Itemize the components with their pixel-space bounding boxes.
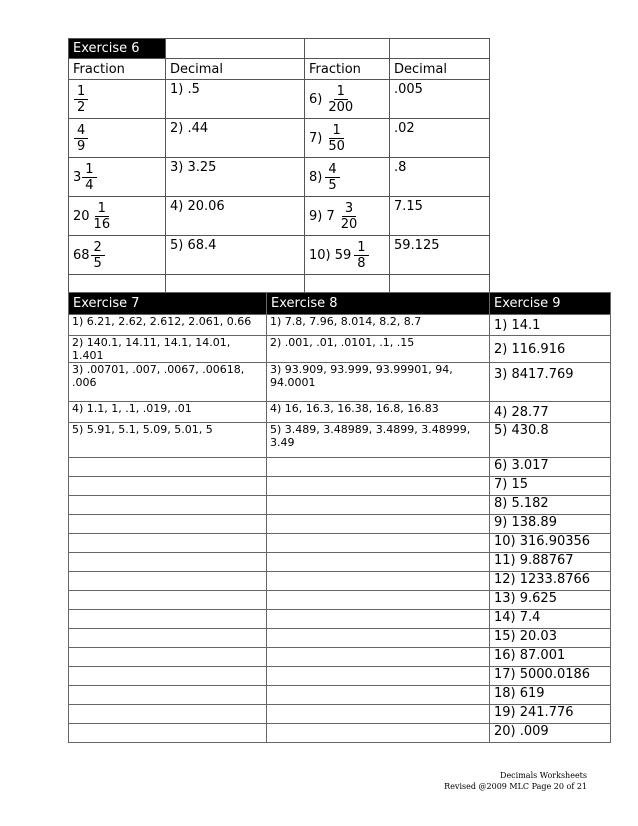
decimal-answer: 3) 3.25: [170, 160, 217, 175]
exercise-9-answer: 9) 138.89: [490, 515, 611, 534]
fraction-denominator: 2: [77, 99, 86, 115]
exercise-7-8-9-table: [68, 292, 611, 743]
exercise-9-answer: 6) 3.017: [490, 458, 611, 477]
table-row: [69, 515, 611, 534]
table-row: [69, 610, 611, 629]
fraction-whole: 20: [73, 208, 90, 224]
table-row: [69, 458, 611, 477]
page-footer: [444, 770, 587, 792]
fraction-numerator: 4: [74, 123, 88, 139]
decimal-answer: 2) .44: [170, 121, 209, 136]
table-row: [69, 724, 611, 743]
fraction-denominator: 200: [328, 99, 354, 115]
exercise-6-row: [69, 197, 490, 236]
exercise-9-answer: 10) 316.90356: [490, 534, 611, 553]
table-row: [69, 363, 611, 402]
exercise-6-table: [68, 38, 490, 303]
table-row: [69, 648, 611, 667]
exercise-8-answer: 4) 16, 16.3, 16.38, 16.8, 16.83: [267, 402, 490, 423]
fraction-numerator: 1: [74, 84, 88, 100]
exercise-9-answer: 17) 5000.0186: [490, 667, 611, 686]
problem-prefix: 10) 59: [309, 247, 352, 263]
exercise-7-answer: 1) 6.21, 2.62, 2.612, 2.061, 0.66: [69, 315, 267, 336]
problem-prefix: 6): [309, 91, 323, 107]
table-row: [69, 629, 611, 648]
fraction-denominator: 20: [340, 216, 358, 232]
exercise-9-answer: 19) 241.776: [490, 705, 611, 724]
fraction-denominator: 5: [93, 255, 102, 271]
exercise-8-answer: 5) 3.489, 3.48989, 3.4899, 3.48999, 3.49: [267, 423, 490, 458]
table-row: [69, 402, 611, 423]
exercise-6-row: [69, 80, 490, 119]
table-row: [69, 686, 611, 705]
fraction: [354, 240, 368, 271]
exercise-8-title: Exercise 8: [267, 293, 490, 315]
header-fraction-left: Fraction: [69, 59, 166, 80]
table-row: [69, 591, 611, 610]
fraction: [325, 123, 348, 154]
exercise-9-answer: 12) 1233.8766: [490, 572, 611, 591]
exercise-8-answer: 2) .001, .01, .0101, .1, .15: [267, 336, 490, 363]
fraction-whole: 3: [73, 169, 82, 185]
fraction: [325, 84, 356, 115]
fraction-denominator: 4: [85, 177, 94, 193]
table-row: [69, 534, 611, 553]
decimal-answer: .8: [394, 160, 407, 175]
table-row: [69, 336, 611, 363]
fraction-numerator: 4: [325, 162, 339, 178]
table-row: [69, 705, 611, 724]
fraction: [325, 162, 339, 193]
table-row: [69, 477, 611, 496]
fraction-numerator: 1: [82, 162, 96, 178]
fraction: [74, 84, 88, 115]
table-row: [69, 667, 611, 686]
exercise-9-answer: 14) 7.4: [490, 610, 611, 629]
fraction-numerator: 1: [329, 123, 343, 139]
exercise-9-answer: 11) 9.88767: [490, 553, 611, 572]
fraction: [338, 201, 361, 232]
fraction-denominator: 16: [93, 216, 111, 232]
fraction: [74, 123, 88, 154]
exercise-9-answer: 4) 28.77: [490, 402, 611, 423]
exercise-9-answer: 5) 430.8: [490, 423, 611, 458]
decimal-answer: 1) .5: [170, 82, 200, 97]
fraction-numerator: 3: [342, 201, 356, 217]
decimal-answer: 5) 68.4: [170, 238, 217, 253]
exercise-9-answer: 8) 5.182: [490, 496, 611, 515]
exercise-9-answer: 2) 116.916: [490, 336, 611, 363]
exercise-7-title: Exercise 7: [69, 293, 267, 315]
fraction-numerator: 1: [334, 84, 348, 100]
decimal-answer: .02: [394, 121, 415, 136]
problem-prefix: 9) 7: [309, 208, 335, 224]
table-row: [69, 572, 611, 591]
exercise-8-answer: 1) 7.8, 7.96, 8.014, 8.2, 8.7: [267, 315, 490, 336]
exercise-8-answer: 3) 93.909, 93.999, 93.99901, 94, 94.0001: [267, 363, 490, 402]
fraction-denominator: 5: [328, 177, 337, 193]
exercise-6-row: [69, 158, 490, 197]
problem-prefix: 7): [309, 130, 323, 146]
exercise-9-answer: 7) 15: [490, 477, 611, 496]
fraction-numerator: 2: [91, 240, 105, 256]
header-decimal-right: Decimal: [390, 59, 490, 80]
fraction-denominator: 50: [328, 138, 345, 154]
fraction-denominator: 9: [77, 138, 86, 154]
problem-prefix: 8): [309, 169, 323, 185]
decimal-answer: 59.125: [394, 238, 440, 253]
decimal-answer: 7.15: [394, 199, 423, 214]
table-row: [69, 496, 611, 515]
footer-page-info: Revised @2009 MLC Page 20 of 21: [444, 782, 587, 791]
header-decimal-left: Decimal: [166, 59, 305, 80]
exercise-9-answer: 20) .009: [490, 724, 611, 743]
header-fraction-right: Fraction: [305, 59, 390, 80]
exercise-6-row: [69, 236, 490, 275]
decimal-answer: 4) 20.06: [170, 199, 225, 214]
fraction-whole: 68: [73, 247, 90, 263]
exercise-9-answer: 1) 14.1: [490, 315, 611, 336]
fraction: [82, 162, 96, 193]
exercise-7-answer: 2) 140.1, 14.11, 14.1, 14.01, 1.401: [69, 336, 267, 363]
exercise-9-answer: 16) 87.001: [490, 648, 611, 667]
exercise-7-answer: 5) 5.91, 5.1, 5.09, 5.01, 5: [69, 423, 267, 458]
exercise-6-row: [69, 119, 490, 158]
table-row: [69, 315, 611, 336]
exercise-6-title: Exercise 6: [69, 39, 166, 59]
decimal-answer: .005: [394, 82, 423, 97]
fraction: [91, 201, 114, 232]
table-row: [69, 423, 611, 458]
fraction-numerator: 1: [354, 240, 368, 256]
exercise-9-answer: 13) 9.625: [490, 591, 611, 610]
exercise-7-answer: 4) 1.1, 1, .1, .019, .01: [69, 402, 267, 423]
exercise-9-title: Exercise 9: [490, 293, 611, 315]
table-row: [69, 553, 611, 572]
exercise-9-answer: 18) 619: [490, 686, 611, 705]
exercise-9-answer: 15) 20.03: [490, 629, 611, 648]
exercise-7-answer: 3) .00701, .007, .0067, .00618, .006: [69, 363, 267, 402]
fraction: [91, 240, 105, 271]
footer-title: Decimals Worksheets: [500, 771, 587, 780]
exercise-9-answer: 3) 8417.769: [490, 363, 611, 402]
fraction-numerator: 1: [95, 201, 109, 217]
fraction-denominator: 8: [357, 255, 366, 271]
